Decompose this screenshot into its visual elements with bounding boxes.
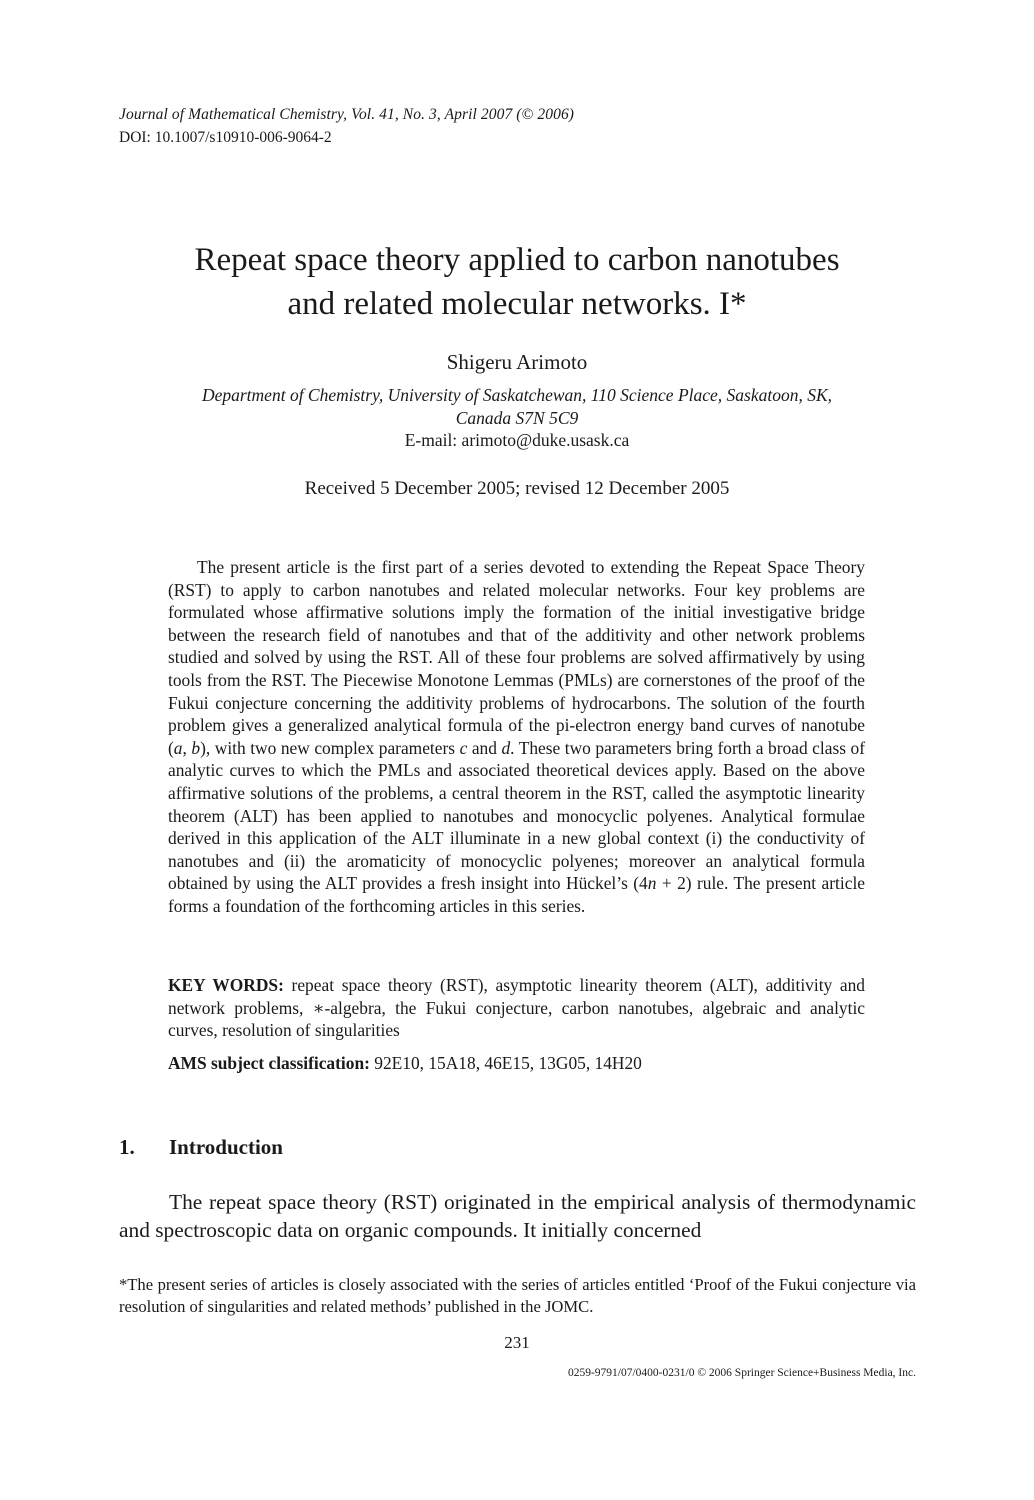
abstract (168, 556, 865, 918)
footnote: *The present series of articles is closely associated with the series of articles entitled ‘Proof of the Fukui conjecture via resolution of singularities and related methods’ published in the JOMC. (119, 1275, 916, 1316)
journal-citation: Journal of Mathematical Chemistry, Vol. 41, No. 3, April 2007 (© 2006) (119, 106, 575, 123)
affiliation (0, 384, 1034, 430)
doi: DOI: 10.1007/s10910-006-9064-2 (119, 129, 332, 146)
author-email: E-mail: arimoto@duke.usask.ca (404, 430, 630, 450)
ams-label: AMS subject classification: (168, 1053, 370, 1073)
var-a: a (173, 737, 183, 758)
title-line-1: Repeat space theory applied to carbon nanotubes (194, 242, 840, 278)
var-n: n (647, 873, 657, 894)
affiliation-line-2: Canada S7N 5C9 (455, 408, 579, 428)
paper-title (0, 238, 1034, 326)
abstract-comma: , (182, 737, 192, 758)
copyright-line: 0259-9791/07/0400-0231/0 © 2006 Springer Science+Business Media, Inc. (567, 1367, 916, 1379)
keywords (168, 974, 865, 1042)
affiliation-line-1: Department of Chemistry, University of Saskatchewan, 110 Science Place, Saskatoon, SK, (201, 385, 833, 405)
section-number: 1. (119, 1135, 135, 1159)
abstract-text-2: ), with two new complex parameters (200, 737, 460, 758)
abstract-text-4: + 2) rule. The present article forms a foundation of the forthcoming articles in this series. (168, 873, 865, 916)
var-d: d (501, 737, 511, 758)
abstract-text-3: . These two parameters bring forth a broad class of analytic curves to which the PMLs and associated theoretical devices apply. Based on the above affirmative solutions of the problems, a central theorem in the RST, called the asymptotic linearity theorem (ALT) has been applied to nanotubes and monocyclic polyenes. Analytical formulae derived in this application of the ALT illuminate in a new global context (i) the conductivity of nanotubes and (ii) the aromaticity of monocyclic polyenes; moreover an analytical formula obtained by using the ALT provides a fresh insight into Hückel’s (4 (168, 737, 865, 894)
page-number: 231 (504, 1333, 530, 1352)
section-heading (119, 1135, 283, 1160)
keywords-text: repeat space theory (RST), asymptotic linearity theorem (ALT), additivity and network problems, ∗-algebra, the Fukui conjecture, carbon nanotubes, algebraic and analytic curves, resolution of singularities (168, 975, 865, 1041)
var-c: c (459, 737, 468, 758)
section-title: Introduction (169, 1135, 283, 1159)
ams-text: 92E10, 15A18, 46E15, 13G05, 14H20 (369, 1053, 642, 1073)
author-name: Shigeru Arimoto (446, 350, 588, 374)
intro-paragraph: The repeat space theory (RST) originated in the empirical analysis of thermodynamic and spectroscopic data on organic compounds. It initially concerned (119, 1190, 916, 1242)
received-dates: Received 5 December 2005; revised 12 December 2005 (304, 478, 730, 499)
ams-classification (168, 1052, 865, 1075)
var-b: b (191, 737, 201, 758)
abstract-and: and (467, 737, 502, 758)
title-line-2: and related molecular networks. I* (287, 286, 747, 322)
keywords-label: KEY WORDS: (168, 975, 284, 995)
abstract-text-1: The present article is the first part of a series devoted to extending the Repeat Space Theory (RST) to apply to carbon nanotubes and related molecular networks. Four key problems are formulated whose affirmative solutions imply the formation of the initial investigative bridge between the research field of nanotubes and that of the additivity and other network problems studied and solved by using the RST. All of these four problems are solved affirmatively by using tools from the RST. The Piecewise Monotone Lemmas (PMLs) are cornerstones of the proof of the Fukui conjecture concerning the additivity problems of hydrocarbons. The solution of the fourth problem gives a generalized analytical formula of the pi-electron energy band curves of nanotube ( (168, 557, 865, 758)
